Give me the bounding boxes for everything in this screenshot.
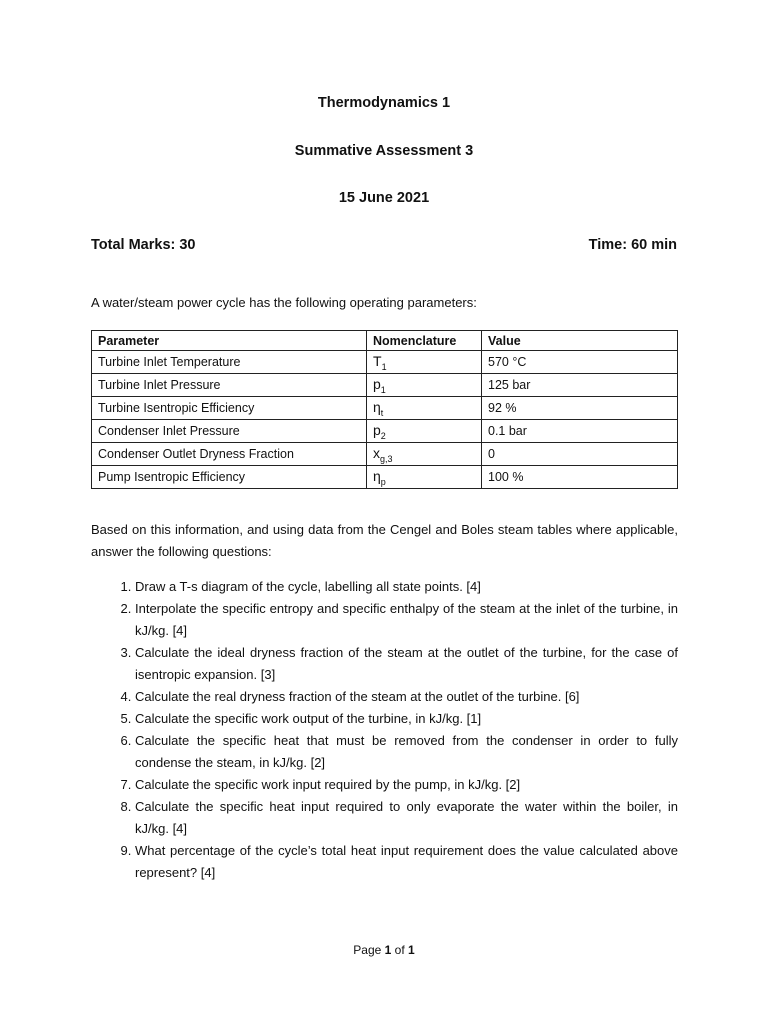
nomenclature-cell [367,420,482,443]
symbol: T [373,352,382,369]
parameters-table [91,330,678,489]
intro-text: A water/steam power cycle has the following operating parameters: [91,295,477,310]
value-cell: 100 % [482,466,678,489]
list-item: 2. Interpolate the specific entropy and specific enthalpy of the steam at the inlet of the turbine, in kJ/kg. [4] [135,598,678,642]
assessment-title: Summative Assessment 3 [294,143,474,159]
list-item: 9. What percentage of the cycle’s total heat input requirement does the value calculated above represent? [4] [135,840,678,884]
nomenclature-cell [367,351,482,374]
list-item: 8. Calculate the specific heat input required to only evaporate the water within the boiler, in kJ/kg. [4] [135,796,678,840]
value-cell: 92 % [482,397,678,420]
symbol-subscript: g,3 [380,453,393,464]
table-row [92,374,678,397]
time-limit: Time: 60 min [588,237,677,253]
column-header: Nomenclature [367,331,482,351]
total-marks: Total Marks: 30 [91,237,196,253]
value-cell: 570 °C [482,351,678,374]
table-row [92,351,678,374]
list-item: 3. Calculate the ideal dryness fraction of the steam at the outlet of the turbine, for the case of isentropic expansion. [3] [135,642,678,686]
symbol-subscript: 1 [380,384,386,395]
list-item: 5. Calculate the specific work output of the turbine, in kJ/kg. [1] [135,708,678,730]
symbol: p [373,375,381,392]
column-header: Value [482,331,678,351]
nomenclature-cell [367,466,482,489]
parameter-cell: Pump Isentropic Efficiency [92,466,367,489]
value-cell: 0 [482,443,678,466]
parameter-cell: Condenser Inlet Pressure [92,420,367,443]
table-row [92,397,678,420]
instructions-paragraph: Based on this information, and using data from the Cengel and Boles steam tables where applicable, answer the following questions: [91,522,678,559]
symbol-subscript: p [380,476,386,487]
parameter-cell: Turbine Inlet Temperature [92,351,367,374]
value-cell: 0.1 bar [482,420,678,443]
symbol-subscript: t [380,407,384,418]
page-number: Page 1 of 1 [353,943,415,957]
column-header: Parameter [92,331,367,351]
list-item: 4. Calculate the real dryness fraction of the steam at the outlet of the turbine. [6] [135,686,678,708]
symbol: η [373,398,381,415]
symbol: p [373,421,381,438]
symbol-subscript: 1 [381,361,387,372]
list-item: 7. Calculate the specific work input required by the pump, in kJ/kg. [2] [135,774,678,796]
list-item: 1. Draw a T-s diagram of the cycle, labelling all state points. [4] [135,576,678,598]
symbol-subscript: 2 [380,430,386,441]
nomenclature-cell [367,397,482,420]
parameter-cell: Turbine Isentropic Efficiency [92,397,367,420]
table-row [92,420,678,443]
course-title: Thermodynamics 1 [317,95,451,111]
assessment-date: 15 June 2021 [338,190,430,206]
question-list [91,576,678,884]
nomenclature-cell [367,443,482,466]
parameter-cell: Condenser Outlet Dryness Fraction [92,443,367,466]
list-item: 6. Calculate the specific heat that must be removed from the condenser in order to fully condense the steam, in kJ/kg. [2] [135,730,678,774]
symbol: η [373,467,381,484]
symbol: x [373,444,380,461]
parameter-cell: Turbine Inlet Pressure [92,374,367,397]
table-row [92,443,678,466]
table-row [92,466,678,489]
table-header-row [92,331,678,351]
nomenclature-cell [367,374,482,397]
value-cell: 125 bar [482,374,678,397]
